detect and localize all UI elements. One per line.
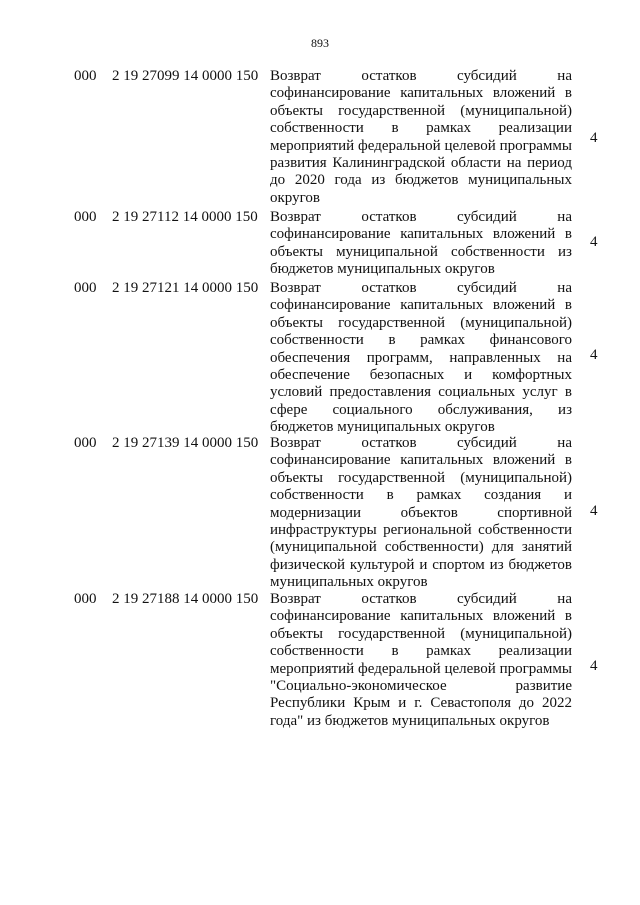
admin-code: 000 xyxy=(74,209,97,225)
row-description: Возврат остатков субсидий на софинансирование капитальных вложений в объекты государственной (муниципальной) собственности в рамках создания и модернизации объектов спортивной инфраструктуры региональной собственности (муниципальной собственности) для занятий физической культурой и спортом из бюджетов муниципальных округов xyxy=(270,435,572,591)
budget-code: 2 19 27121 14 0000 150 xyxy=(112,280,259,296)
budget-code: 2 19 27099 14 0000 150 xyxy=(112,68,259,84)
admin-code: 000 xyxy=(74,68,97,84)
row-description: Возврат остатков субсидий на софинансирование капитальных вложений в объекты государственной (муниципальной) собственности в рамках финансового обеспечения программ, направленных на обеспечение безопасных и комфортных условий предоставления социальных услуг в сфере социального обслуживания, из бюджетов муниципальных округов xyxy=(270,280,572,436)
budget-code: 2 19 27188 14 0000 150 xyxy=(112,591,259,607)
row-group: 4 xyxy=(590,503,598,519)
row-description: Возврат остатков субсидий на софинансирование капитальных вложений в объекты муниципальной собственности из бюджетов муниципальных округов xyxy=(270,209,572,278)
row-group: 4 xyxy=(590,130,598,146)
admin-code: 000 xyxy=(74,435,97,451)
row-description: Возврат остатков субсидий на софинансирование капитальных вложений в объекты государственной (муниципальной) собственности в рамках реализации мероприятий федеральной целевой программы "Социально-экономическое развитие Республики Крым и г. Севастополя до 2022 года" из бюджетов муниципальных округов xyxy=(270,591,572,729)
row-group: 4 xyxy=(590,234,598,250)
admin-code: 000 xyxy=(74,591,97,607)
budget-code: 2 19 27112 14 0000 150 xyxy=(112,209,258,225)
admin-code: 000 xyxy=(74,280,97,296)
row-group: 4 xyxy=(590,347,598,363)
row-description: Возврат остатков субсидий на софинансирование капитальных вложений в объекты государственной (муниципальной) собственности в рамках реализации мероприятий федеральной целевой программы развития Калининградской области на период до 2020 года из бюджетов муниципальных округов xyxy=(270,68,572,206)
page-number: 893 xyxy=(311,36,329,50)
budget-code: 2 19 27139 14 0000 150 xyxy=(112,435,259,451)
row-group: 4 xyxy=(590,658,598,674)
